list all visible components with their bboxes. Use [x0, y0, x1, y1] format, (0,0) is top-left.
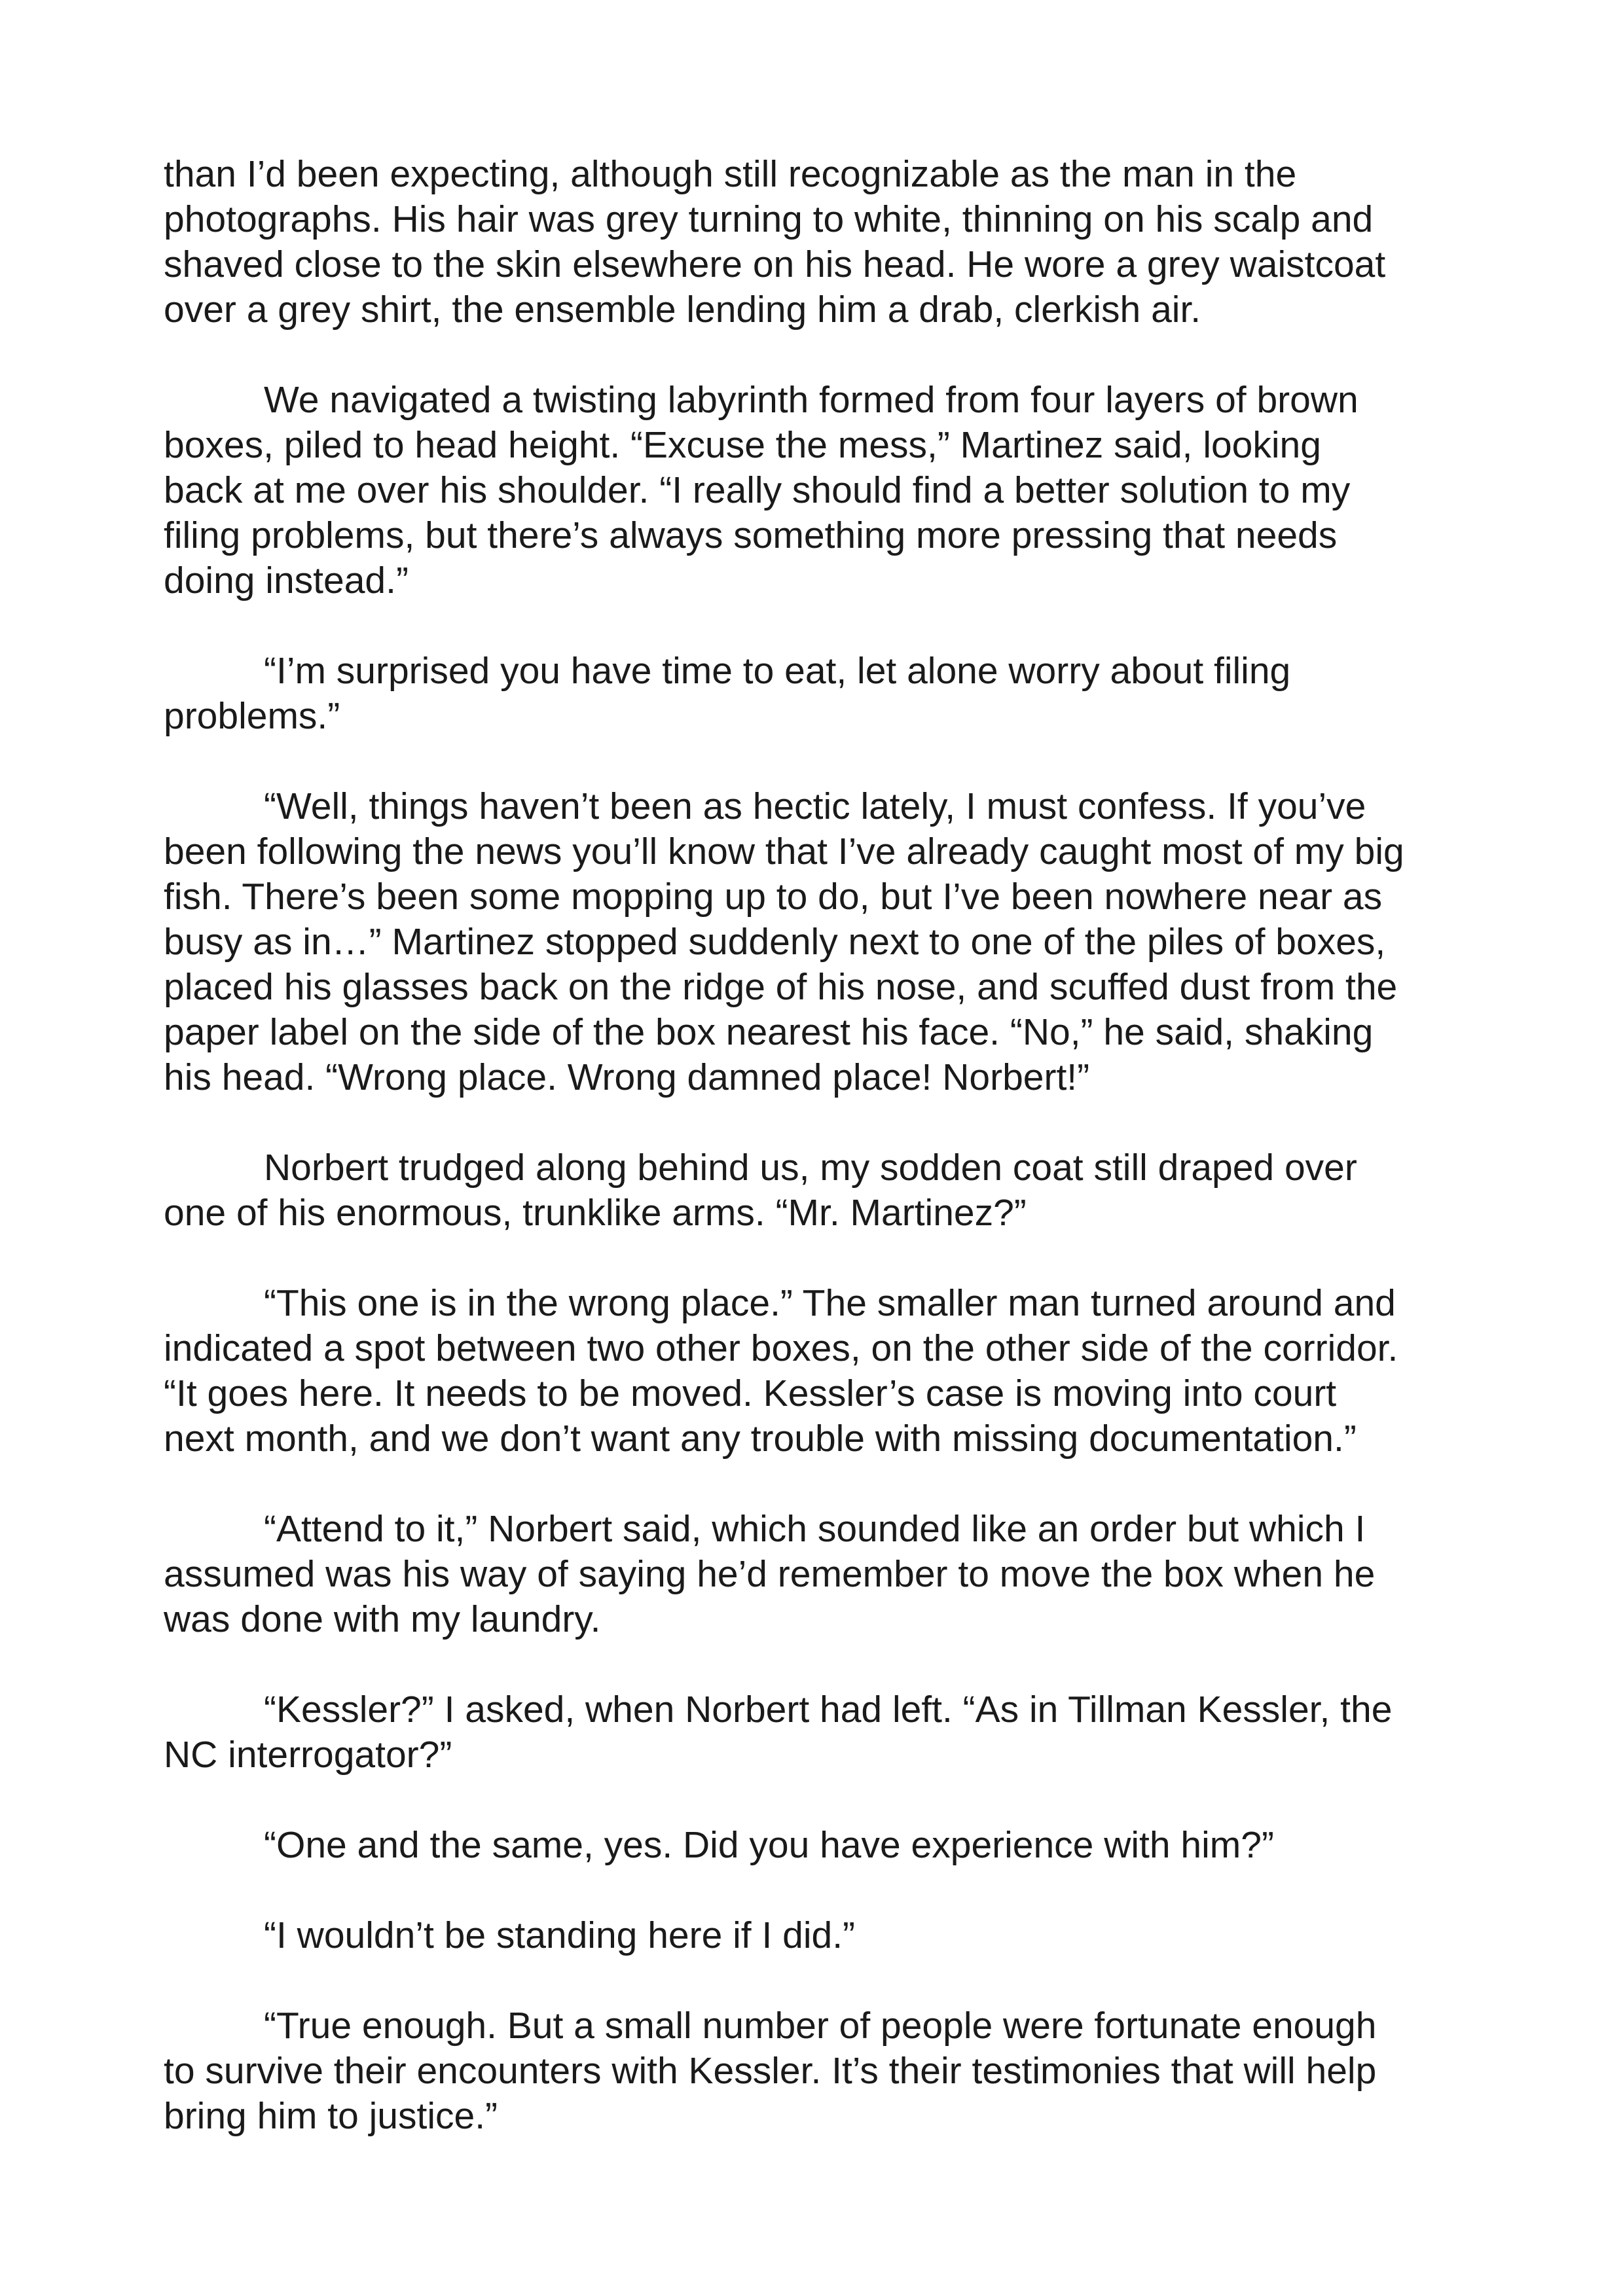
text-line: “Attend to it,” Norbert said, which sounded like an order but which I — [264, 1508, 1366, 1550]
text-line: to survive their encounters with Kessler. It’s their testimonies that will help — [164, 2050, 1377, 2092]
text-line: bring him to justice.” — [164, 2095, 498, 2137]
text-line: filing problems, but there’s always something more pressing that needs — [164, 514, 1338, 556]
text-line: photographs. His hair was grey turning to white, thinning on his scalp and — [164, 198, 1374, 240]
text-line: paper label on the side of the box nearest his face. “No,” he said, shaking — [164, 1011, 1374, 1053]
text-line: placed his glasses back on the ridge of his nose, and scuffed dust from the — [164, 966, 1398, 1008]
text-line: We navigated a twisting labyrinth formed from four layers of brown — [264, 379, 1359, 421]
text-line: “I’m surprised you have time to eat, let alone worry about filing — [264, 650, 1291, 692]
paragraph — [164, 1823, 1467, 1868]
text-line: over a grey shirt, the ensemble lending him a drab, clerkish air. — [164, 289, 1201, 331]
paragraph — [164, 2003, 1467, 2139]
paragraph — [164, 1913, 1467, 1958]
text-line: “True enough. But a small number of people were fortunate enough — [264, 2005, 1377, 2047]
paragraph — [164, 649, 1467, 739]
text-line: NC interrogator?” — [164, 1734, 452, 1776]
body-text — [164, 152, 1467, 2184]
paragraph — [164, 784, 1467, 1100]
text-line: “Kessler?” I asked, when Norbert had left. “As in Tillman Kessler, the — [264, 1689, 1393, 1731]
text-line: “One and the same, yes. Did you have experience with him?” — [264, 1824, 1274, 1866]
paragraph — [164, 152, 1467, 332]
text-line: assumed was his way of saying he’d remember to move the box when he — [164, 1553, 1376, 1595]
text-line: next month, and we don’t want any trouble with missing documentation.” — [164, 1418, 1357, 1460]
text-line: been following the news you’ll know that I’ve already caught most of my big — [164, 831, 1404, 872]
text-line: boxes, piled to head height. “Excuse the mess,” Martinez said, looking — [164, 424, 1321, 466]
paragraph — [164, 1145, 1467, 1236]
text-line: back at me over his shoulder. “I really should find a better solution to my — [164, 469, 1351, 511]
paragraph — [164, 378, 1467, 603]
text-line: problems.” — [164, 695, 340, 737]
text-line: fish. There’s been some mopping up to do, but I’ve been nowhere near as — [164, 876, 1383, 918]
text-line: Norbert trudged along behind us, my sodden coat still draped over — [264, 1147, 1357, 1189]
paragraph — [164, 1281, 1467, 1462]
text-line: one of his enormous, trunklike arms. “Mr. Martinez?” — [164, 1192, 1027, 1234]
text-line: was done with my laundry. — [164, 1598, 601, 1640]
text-line: “This one is in the wrong place.” The smaller man turned around and — [264, 1282, 1396, 1324]
text-line: “I wouldn’t be standing here if I did.” — [264, 1914, 856, 1956]
paragraph — [164, 1507, 1467, 1642]
text-line: than I’d been expecting, although still recognizable as the man in the — [164, 153, 1297, 195]
text-line: indicated a spot between two other boxes, on the other side of the corridor. — [164, 1327, 1398, 1369]
text-line: “Well, things haven’t been as hectic lately, I must confess. If you’ve — [264, 785, 1366, 827]
text-line: his head. “Wrong place. Wrong damned place! Norbert!” — [164, 1056, 1090, 1098]
text-line: busy as in…” Martinez stopped suddenly next to one of the piles of boxes, — [164, 921, 1386, 963]
paragraph — [164, 1687, 1467, 1778]
text-line: doing instead.” — [164, 560, 409, 601]
text-line: shaved close to the skin elsewhere on his head. He wore a grey waistcoat — [164, 243, 1386, 285]
text-line: “It goes here. It needs to be moved. Kessler’s case is moving into court — [164, 1372, 1337, 1414]
